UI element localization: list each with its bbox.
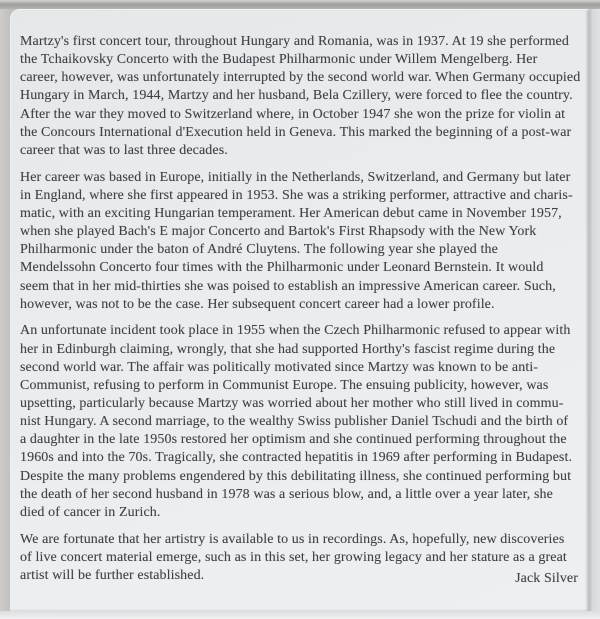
liner-notes-text (20, 33, 582, 585)
text-line: a daughter in the late 1950s restored her optimism and she continued performing throughout the (20, 432, 567, 448)
text-line: Despite the many problems engendered by this debilitating illness, she continued performing but (20, 468, 572, 484)
text-line (20, 567, 582, 585)
paragraph-1 (20, 33, 582, 160)
text-line: Martzy's first concert tour, throughout Hungary and Romania, was in 1937. At 19 she performed (20, 34, 569, 49)
author-signature: Jack Silver (515, 570, 578, 586)
text-line: nist Hungary. A second marriage, to the wealthy Swiss publisher Daniel Tschudi and the birth of (20, 414, 569, 430)
text-line: An unfortunate incident took place in 1955 when the Czech Philharmonic refused to appear with (20, 323, 571, 339)
text-line: when she played Bach's E major Concerto and Bartok's First Rhapsody with the New York (20, 224, 537, 240)
text-line: upsetting, particularly because Martzy was worried about her mother who still lived in commu- (20, 395, 564, 411)
scan-border-bottom (0, 611, 600, 619)
text-line: career, however, was unfortunately interrupted by the second world war. When Germany occupied (20, 70, 581, 86)
text-line: the Concours International d'Execution held in Geneva. This marked the beginning of a post-war (20, 124, 572, 140)
paragraph-4 (20, 531, 582, 585)
text-line: the death of her second husband in 1978 was a serious blow, and, a little over a year later, she (20, 486, 553, 502)
text-line: Philharmonic under the baton of André Cluytens. The following year she played the (20, 242, 498, 258)
text-line: died of cancer in Zurich. (20, 504, 161, 520)
text-line: in England, where she first appeared in 1953. She was a striking performer, attractive and charis- (20, 187, 573, 203)
text-line: We are fortunate that her artistry is available to us in recordings. As, hopefully, new discoveries (20, 531, 565, 547)
text-line: Communist, refusing to perform in Communist Europe. The ensuing publicity, however, was (20, 377, 549, 393)
text-line: After the war they moved to Switzerland where, in October 1947 she won the prize for violin at (20, 106, 566, 122)
text-line: Hungary in March, 1944, Martzy and her husband, Bela Czillery, were forced to flee the country. (20, 88, 573, 104)
text-line: of live concert material emerge, such as in this set, her growing legacy and her stature as a great (20, 549, 567, 565)
paragraph-3 (20, 322, 582, 522)
text-line: however, was not to be the case. Her subsequent concert career had a lower profile. (20, 296, 495, 312)
scan-border-left (0, 9, 10, 611)
text-line: second world war. The affair was politically motivated since Martzy was known to be anti- (20, 359, 539, 375)
text-line: her in Edinburgh claiming, wrongly, that she had supported Horthy's fascist regime during the (20, 341, 556, 357)
text-line: matic, with an exciting Hungarian temperament. Her American debut came in November 1957, (20, 205, 562, 221)
paragraph-2 (20, 169, 582, 314)
text-line: career that was to last three decades. (20, 142, 228, 158)
closing-text: artist will be further established. (20, 567, 205, 583)
text-line: the Tchaikovsky Concerto with the Budapest Philharmonic under Willem Mengelberg. Her (20, 52, 538, 68)
scan-border-right (589, 9, 600, 611)
booklet-page (10, 9, 589, 611)
text-line: seem that in her mid-thirties she was poised to establish an impressive American career. Such, (20, 278, 556, 294)
text-line: Mendelssohn Concerto four times with the Philharmonic under Leonard Bernstein. It would (20, 260, 544, 276)
text-line: Her career was based in Europe, initially in the Netherlands, Switzerland, and Germany but later (20, 169, 571, 185)
text-line: 1960s and into the 70s. Tragically, she contracted hepatitis in 1969 after performing in Budapest. (20, 450, 573, 466)
scan-border-top (0, 0, 600, 9)
